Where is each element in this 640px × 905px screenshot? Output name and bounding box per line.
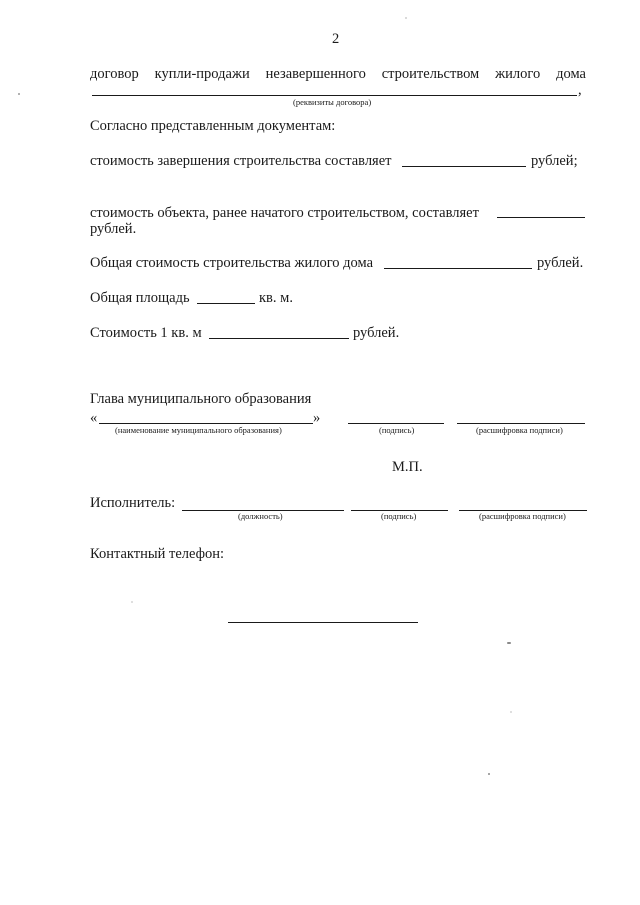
contract-comma: ,: [578, 82, 582, 98]
head-decoding-line: [457, 423, 585, 424]
closing-separator-line: [228, 622, 418, 623]
object-cost-line: [497, 217, 585, 218]
scan-speck: [510, 711, 512, 713]
scan-speck: [131, 601, 133, 603]
contact-phone-label: Контактный телефон:: [90, 546, 225, 562]
total-area-unit: кв. м.: [259, 290, 293, 306]
scan-speck: [488, 773, 490, 775]
scan-speck: [405, 17, 407, 19]
scan-speck: [18, 93, 20, 95]
according-text: Согласно представленным документам:: [90, 118, 336, 134]
completion-cost-label: стоимость завершения строительства составляет: [90, 153, 392, 169]
scan-speck: [507, 642, 511, 644]
total-area-label: Общая площадь: [90, 290, 190, 306]
executor-caption-position: (должность): [238, 511, 283, 521]
completion-cost-unit: рублей;: [531, 153, 578, 169]
contract-details-line: [92, 95, 577, 96]
head-title: Глава муниципального образования: [90, 391, 312, 407]
total-cost-label: Общая стоимость строительства жилого дома: [90, 255, 374, 271]
executor-caption-decoding: (расшифровка подписи): [479, 511, 566, 521]
completion-cost-line: [402, 166, 526, 167]
object-cost-unit: рублей.: [90, 221, 137, 237]
head-quote-open: «: [90, 410, 98, 426]
head-name-line: [99, 423, 313, 424]
total-area-line: [197, 303, 255, 304]
sqm-cost-line: [209, 338, 349, 339]
head-signature-line: [348, 423, 444, 424]
object-cost-label: стоимость объекта, ранее начатого строительством, составляет: [90, 205, 479, 221]
total-cost-unit: рублей.: [537, 255, 584, 271]
head-caption-decoding: (расшифровка подписи): [476, 425, 563, 435]
head-caption-name: (наименование муниципального образования): [115, 425, 282, 435]
executor-caption-signature: (подпись): [381, 511, 417, 521]
executor-label: Исполнитель:: [90, 495, 176, 511]
head-quote-close: »: [313, 410, 321, 426]
contract-caption: (реквизиты договора): [293, 97, 372, 107]
page-number: 2: [332, 31, 340, 47]
contract-text: договор купли-продажи незавершенного строительством жилого дома: [90, 66, 586, 82]
total-cost-line: [384, 268, 532, 269]
sqm-cost-unit: рублей.: [353, 325, 400, 341]
sqm-cost-label: Стоимость 1 кв. м: [90, 325, 202, 341]
stamp-label: М.П.: [392, 459, 423, 475]
head-caption-signature: (подпись): [379, 425, 415, 435]
